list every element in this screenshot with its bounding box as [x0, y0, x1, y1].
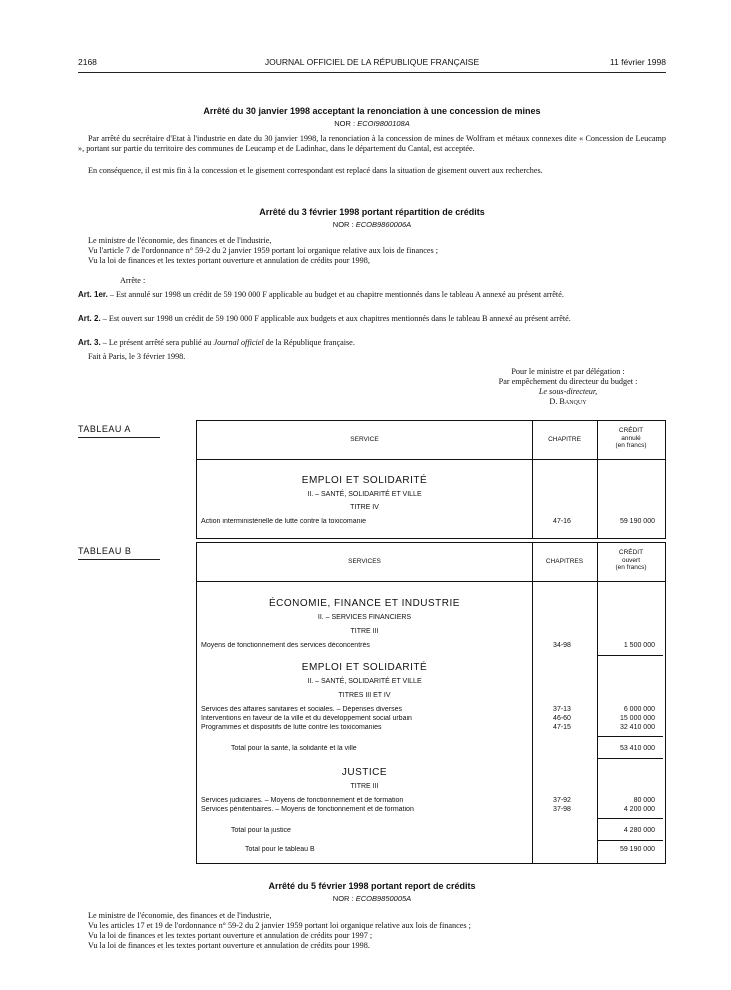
tableau-a-section: II. – SANTÉ, SOLIDARITÉ ET VILLE: [307, 491, 422, 498]
arrete-3-preamble-4: Vu la loi de finances et les textes portant ouverture et annulation de crédits pour 1998.: [88, 941, 370, 950]
arrete-2-preamble-1: Le ministre de l'économie, des finances et de l'industrie,: [88, 236, 272, 245]
table-cell-credit: 15 000 000: [619, 715, 655, 722]
arrete-1-paragraph-1: Par arrêté du secrétaire d'Etat à l'industrie en date du 30 janvier 1998, la renonciation à la concession de mines de Wolfram et métaux connexes dite « Concession de Leucamp », portant sur partie du territoire des communes de Leucamp et de Ladinhac, dans le département du Cantal, est acceptée.: [78, 134, 666, 153]
tableau-b-titre-1: TITRE III: [350, 628, 379, 635]
journal-title: JOURNAL OFFICIEL DE LA RÉPUBLIQUE FRANÇAISE: [264, 57, 480, 67]
arrete-3-title: Arrêté du 5 février 1998 portant report de crédits: [268, 881, 476, 891]
signature-block: Pour le ministre et par délégation : Par empêchement du directeur du budget : Le sous-directeur, D. Banquy: [498, 367, 638, 406]
tableau-b-titre-3: TITRE III: [350, 783, 379, 790]
table-cell-chapitre: 37-98: [553, 806, 571, 813]
arrete-3-preamble-2: Vu les articles 17 et 19 de l'ordonnance n° 59-2 du 2 janvier 1959 portant loi organique relative aux lois de finances ;: [88, 921, 471, 930]
tableau-b-ministry-3: JUSTICE: [341, 767, 388, 778]
table-cell-credit: 4 200 000: [623, 806, 655, 813]
table-cell-chapitre: 47-16: [553, 518, 571, 525]
arrete-word: Arrête :: [120, 276, 146, 285]
tableau-a: [196, 420, 666, 539]
arrete-3-nor: NOR : ECOB9850005A: [332, 894, 412, 903]
article-3: Art. 3. – Le présent arrêté sera publié au Journal officiel de la République française.: [78, 338, 355, 347]
table-cell-chapitre: 47-15: [553, 724, 571, 731]
table-row: Interventions en faveur de la ville et du développement social urbain: [201, 715, 529, 722]
arrete-2-preamble-2: Vu l'article 7 de l'ordonnance n° 59-2 du 2 janvier 1959 portant loi organique relative aux lois de finances ;: [88, 246, 439, 255]
tableau-a-ministry: EMPLOI ET SOLIDARITÉ: [301, 475, 428, 486]
table-cell-chapitre: 46-60: [553, 715, 571, 722]
total-cell-credit: 53 410 000: [619, 745, 655, 752]
page-number: 2168: [78, 57, 97, 67]
tableau-a-col-service: SERVICE: [350, 436, 379, 443]
table-cell-credit: 80 000: [633, 797, 655, 804]
table-row: Action interministérielle de lutte contre la toxicomanie: [201, 518, 529, 525]
arrete-1-title: Arrêté du 30 janvier 1998 acceptant la renonciation à une concession de mines: [203, 106, 541, 116]
total-row: Total pour la santé, la solidarité et la ville: [231, 745, 529, 752]
tableau-b-label-rule: [78, 559, 160, 560]
arrete-1-nor: NOR : ECOI9800108A: [334, 119, 410, 128]
tableau-b-col-services: SERVICES: [348, 558, 381, 565]
table-cell-credit: 6 000 000: [623, 706, 655, 713]
table-row: Programmes et dispositifs de lutte contre les toxicomanies: [201, 724, 529, 731]
table-row: Services judiciaires. – Moyens de fonctionnement et de formation: [201, 797, 529, 804]
table-cell-credit: 32 410 000: [619, 724, 655, 731]
tableau-a-titre: TITRE IV: [350, 504, 379, 511]
tableau-b-col-chapitres: CHAPITRES: [545, 558, 584, 565]
total-row: Total pour la justice: [231, 827, 529, 834]
arrete-3-preamble-1: Le ministre de l'économie, des finances et de l'industrie,: [88, 911, 272, 920]
grand-total-row: Total pour le tableau B: [245, 846, 529, 853]
table-cell-credit: 59 190 000: [619, 518, 655, 525]
arrete-3-preamble-3: Vu la loi de finances et les textes portant ouverture et annulation de crédits pour 1997 ;: [88, 931, 373, 940]
arrete-2-nor: NOR : ECOB9860006A: [332, 220, 412, 229]
table-cell-chapitre: 37-92: [553, 797, 571, 804]
table-row: Services des affaires sanitaires et sociales. – Dépenses diverses: [201, 706, 529, 713]
tableau-b-label: TABLEAU B: [78, 546, 132, 556]
tableau-a-label-rule: [78, 437, 160, 438]
issue-date: 11 février 1998: [609, 57, 666, 67]
grand-total-cell-credit: 59 190 000: [619, 846, 655, 853]
header-rule: [78, 72, 666, 73]
tableau-b-ministry-1: ÉCONOMIE, FINANCE ET INDUSTRIE: [269, 598, 460, 609]
tableau-a-col-chapitre: CHAPITRE: [548, 436, 581, 443]
tableau-b-ministry-2: EMPLOI ET SOLIDARITÉ: [301, 662, 428, 673]
tableau-b-section-1: II. – SERVICES FINANCIERS: [317, 614, 412, 621]
table-row: Services pénitentiaires. – Moyens de fonctionnement et de formation: [201, 806, 529, 813]
table-cell-credit: 1 500 000: [623, 642, 655, 649]
tableau-a-label: TABLEAU A: [78, 424, 131, 434]
tableau-b: [196, 542, 666, 864]
arrete-2-preamble-3: Vu la loi de finances et les textes portant ouverture et annulation de crédits pour 1998,: [88, 256, 370, 265]
tableau-b-section-2: II. – SANTÉ, SOLIDARITÉ ET VILLE: [307, 678, 422, 685]
arrete-2-title: Arrêté du 3 février 1998 portant répartition de crédits: [259, 207, 485, 217]
page-header: [78, 57, 666, 71]
tableau-b-titre-2: TITRES III ET IV: [338, 692, 391, 699]
arrete-1-paragraph-2: En conséquence, il est mis fin à la concession et le gisement correspondant est replacé dans la situation de gisement ouvert aux recherches.: [88, 166, 543, 175]
tableau-a-col-credit: CRÉDIT annulé (en francs): [615, 427, 647, 449]
article-2: Art. 2. – Est ouvert sur 1998 un crédit de 59 190 000 F applicable aux budgets et aux chapitres mentionnés dans le tableau B annexé au présent arrêté.: [78, 314, 571, 323]
table-cell-chapitre: 34-98: [553, 642, 571, 649]
tableau-b-col-credit: CRÉDIT ouvert (en francs): [615, 549, 647, 571]
table-row: Moyens de fonctionnement des services déconcentrés: [201, 642, 529, 649]
table-cell-chapitre: 37-13: [553, 706, 571, 713]
fait-a-paris: Fait à Paris, le 3 février 1998.: [88, 352, 186, 361]
article-1: Art. 1er. – Est annulé sur 1998 un crédit de 59 190 000 F applicable au budget et au chapitre mentionnés dans le tableau A annexé au présent arrêté.: [78, 290, 564, 299]
total-cell-credit: 4 280 000: [623, 827, 655, 834]
